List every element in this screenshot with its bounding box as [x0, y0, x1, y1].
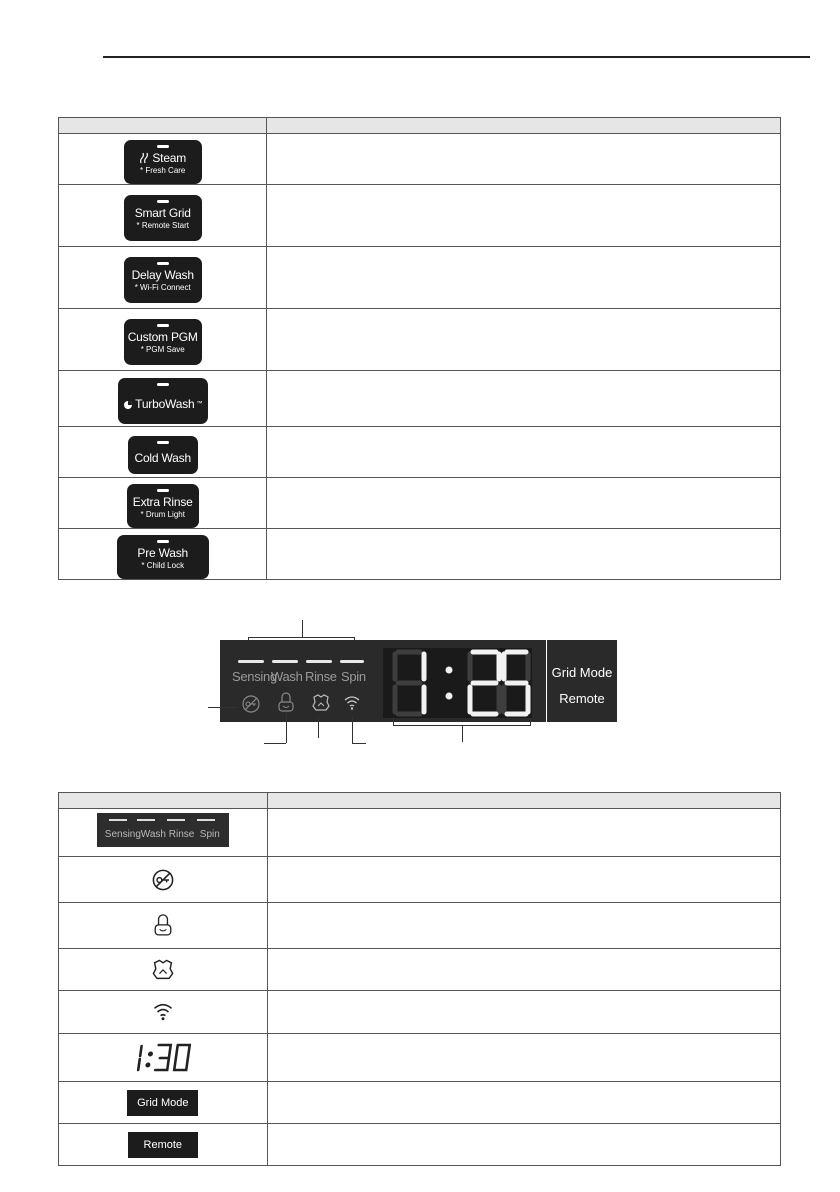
table-row: [59, 134, 781, 185]
steam-button[interactable]: [124, 140, 202, 184]
custom-pgm-button[interactable]: [124, 319, 202, 365]
child-lock-icon: [153, 913, 173, 939]
stage-label: Spin: [341, 669, 366, 684]
button-label: Cold Wash: [134, 450, 191, 465]
button-label: TurboWash: [135, 397, 195, 411]
stage-label: Rinse: [168, 829, 195, 840]
button-sublabel: * Drum Light: [140, 509, 185, 519]
table-row: [59, 991, 781, 1034]
button-label: Pre Wash: [137, 545, 189, 560]
table-row: [59, 903, 781, 949]
button-sublabel: * Wi-Fi Connect: [134, 283, 191, 292]
button-sublabel: * PGM Save: [140, 345, 185, 354]
button-label: Smart Grid: [134, 206, 191, 220]
table-row: [59, 529, 781, 580]
door-lock-icon: [241, 694, 261, 714]
pre-wash-button[interactable]: [117, 535, 209, 579]
cold-wash-button[interactable]: [128, 436, 198, 474]
stage-label: Wash: [271, 669, 303, 684]
button-label: Steam: [152, 150, 187, 165]
table-row: [59, 247, 781, 309]
table-row: [59, 371, 781, 427]
table-header-row: [59, 118, 781, 134]
table-row: [59, 1082, 781, 1124]
table-header-row: [59, 793, 781, 809]
steam-icon: [139, 152, 150, 164]
button-label: Delay Wash: [131, 268, 194, 282]
turbowash-icon: [123, 400, 133, 410]
table-row: [59, 309, 781, 371]
table-row: [59, 857, 781, 903]
button-sublabel: * Child Lock: [141, 560, 185, 570]
button-sublabel: * Remote Start: [136, 221, 189, 230]
extra-rinse-button[interactable]: [127, 484, 199, 528]
smart-grid-button[interactable]: [124, 195, 202, 241]
stage-label: Spin: [199, 829, 220, 840]
table-row: [59, 427, 781, 478]
time-indicator: [130, 1043, 196, 1073]
button-label: Custom PGM: [127, 330, 198, 344]
stage-label: Wash: [140, 829, 166, 840]
wifi-icon: [343, 695, 361, 711]
trademark: ™: [196, 401, 203, 407]
button-label: Extra Rinse: [132, 494, 193, 509]
header-rule: [103, 56, 810, 58]
time-display: [383, 648, 532, 718]
tub-clean-icon: [151, 959, 175, 981]
buttons-table: [58, 117, 781, 580]
table-row: [59, 949, 781, 991]
table-row: [59, 185, 781, 247]
indicators-table: [58, 792, 781, 1166]
turbowash-button[interactable]: [118, 378, 208, 424]
stage-label: Sensing: [232, 669, 277, 684]
grid-mode-indicator: Grid Mode: [127, 1090, 198, 1116]
delay-wash-button[interactable]: [124, 257, 202, 303]
button-sublabel: * Fresh Care: [140, 165, 186, 175]
child-lock-icon: [277, 692, 295, 714]
tub-clean-icon: [311, 694, 331, 712]
stage-label: Sensing: [104, 829, 141, 840]
table-row: [59, 1034, 781, 1082]
table-row: [59, 809, 781, 857]
stage-indicator: [97, 813, 229, 847]
remote-indicator: Remote: [559, 691, 605, 706]
door-lock-icon: [151, 868, 175, 892]
stage-label: Rinse: [305, 669, 337, 684]
remote-indicator: Remote: [128, 1132, 199, 1158]
grid-mode-indicator: Grid Mode: [551, 665, 613, 680]
table-row: [59, 478, 781, 529]
table-row: [59, 1124, 781, 1166]
grid-remote-panel: [547, 640, 617, 722]
wifi-icon: [152, 1002, 174, 1022]
